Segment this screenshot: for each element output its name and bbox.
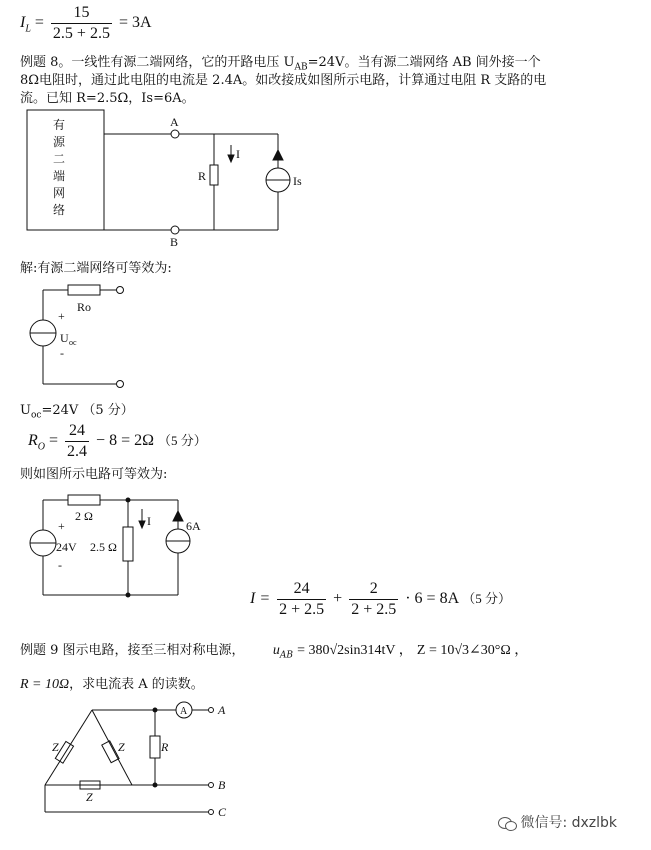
current-arrow-i	[228, 155, 234, 162]
equation-i: I = $\frac{24}{2 + 2.5}$ + $\frac{2}{2 + 2.5}$ · 6 = 8A （5 分）	[250, 580, 512, 618]
uoc-line: $U_{oc}=24V$ （5 分）	[20, 403, 134, 421]
svg-text:-: -	[58, 558, 62, 572]
svg-text:2 Ω: 2 Ω	[75, 509, 93, 523]
svg-text:端: 端	[53, 169, 66, 183]
equivalent-line: 则如图所示电路可等效为:	[20, 467, 168, 482]
figure-2-labels	[58, 300, 91, 360]
example9-line2: R = 10Ω，求电流表 A 的读数。	[20, 677, 204, 692]
svg-text:有: 有	[53, 118, 66, 132]
watermark-text: 微信号: dxzlbk	[520, 815, 618, 831]
svg-text:R: R	[161, 740, 169, 754]
svg-text:络: 络	[53, 203, 66, 217]
svg-text:-: -	[60, 346, 64, 360]
svg-text:2.5 Ω: 2.5 Ω	[90, 540, 117, 554]
svg-text:Is: Is	[293, 174, 302, 188]
svg-text:A: A	[170, 115, 179, 129]
svg-text:24V: 24V	[56, 540, 77, 554]
svg-text:源: 源	[53, 135, 66, 149]
svg-text:C: C	[218, 805, 227, 819]
resistor-2ohm	[68, 495, 100, 505]
svg-text:网: 网	[53, 186, 66, 200]
terminal-b	[171, 226, 179, 234]
svg-text:+: +	[58, 309, 65, 323]
figure-4-labels	[52, 703, 227, 819]
svg-text:Z: Z	[52, 740, 59, 754]
il-denominator: 2.5 + 2.5	[52, 25, 110, 42]
svg-text:A: A	[180, 706, 188, 717]
svg-text:oc: oc	[69, 338, 77, 347]
svg-text:Z: Z	[86, 790, 93, 804]
watermark	[498, 812, 617, 832]
il-var: I	[20, 14, 26, 32]
svg-text:I: I	[236, 147, 240, 161]
resistor-r	[150, 736, 160, 758]
resistor-2-5ohm	[123, 527, 133, 561]
il-sub: L	[25, 23, 31, 35]
svg-text:U: U	[60, 331, 69, 345]
svg-text:B: B	[218, 778, 226, 792]
svg-text:R: R	[198, 169, 207, 183]
il-result: = 3A	[118, 14, 152, 32]
solution-line: 解:有源二端网络可等效为:	[20, 261, 172, 276]
equation-ro: $R_O$ = $\frac{24}{2.4}$ − 8 = 2Ω （5 分）	[28, 422, 207, 460]
svg-text:+: +	[58, 519, 65, 533]
figure-4	[45, 702, 214, 815]
il-numerator: 15	[73, 4, 90, 21]
svg-text:Z: Z	[118, 740, 125, 754]
equation-il: $I_L$ = $\frac{15}{2.5 + 2.5}$ = 3A	[20, 4, 152, 42]
svg-text:I: I	[147, 514, 151, 528]
figure-1	[27, 110, 290, 234]
svg-text:Ro: Ro	[77, 300, 92, 314]
example8-line3: 流。已知 R=2.5Ω，Is=6A。	[20, 91, 195, 106]
wechat-icon	[498, 816, 516, 830]
example8-line1: 例题 8。一线性有源二端网络，它的开路电压 $U_{AB}=24V$。当有源二端网络 AB 间外接一个	[20, 55, 541, 73]
example9-line1: 例题 9 图示电路，接至三相对称电源， $u_{AB} = 380√2\sin 314tV$ ， Z = 10√3∠30°Ω ，	[20, 643, 529, 661]
resistor-r	[210, 165, 218, 185]
terminal-a	[171, 130, 179, 138]
resistor-ro	[68, 285, 100, 295]
svg-text:6A: 6A	[186, 519, 201, 533]
svg-text:A: A	[218, 703, 226, 717]
svg-text:二: 二	[53, 152, 66, 166]
example8-line2: 8Ω电阻时，通过此电阻的电流是 2.4A。如改接成如图所示电路，计算通过电阻 R 支路的电	[20, 73, 547, 88]
ro-fraction: $\frac{24}{2.4}$	[67, 422, 88, 460]
network-box	[27, 110, 104, 230]
svg-text:B: B	[170, 235, 179, 249]
